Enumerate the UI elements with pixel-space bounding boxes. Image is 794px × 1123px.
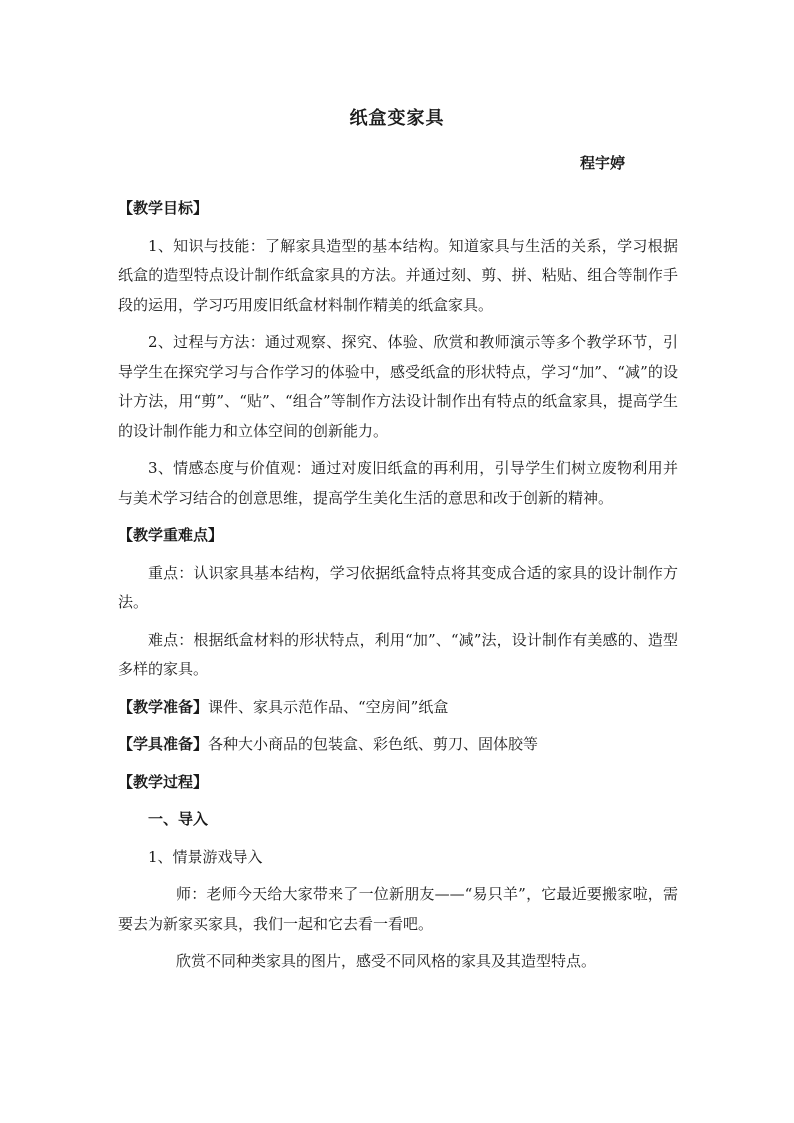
document-title: 纸盒变家具: [349, 108, 445, 129]
teacher-preparation: [118, 693, 678, 723]
document-body: [118, 194, 678, 985]
process-step-intro: 一、导入: [148, 810, 209, 828]
document-author: 程宇婷: [580, 154, 626, 172]
student-preparation: [118, 730, 678, 760]
student-preparation-label: 【学具准备】: [118, 735, 209, 753]
student-preparation-text: 各种大小商品的包装盒、彩色纸、剪刀、固体胶等: [208, 735, 539, 753]
focus-paragraph-key: 重点：认识家具基本结构，学习依据纸盒特点将其变成合适的家具的设计制作方法。: [118, 563, 678, 611]
process-paragraph-teacher: 师：老师今天给大家带来了一位新朋友——“易只羊”，它最近要搬家啦，需要去为新家买家具，我们一起和它去看一看吧。: [118, 885, 678, 933]
process-substep-game: 1、情景游戏导入: [148, 847, 263, 866]
goals-paragraph-3: 3、情感态度与价值观：通过对废旧纸盒的再利用，引导学生们树立废物利用并与美术学习结合的创意思维，提高学生美化生活的意思和改于创新的精神。: [118, 459, 678, 507]
goals-paragraph-1: 1、知识与技能：了解家具造型的基本结构。知道家具与生活的关系，学习根据纸盒的造型特点设计制作纸盒家具的方法。并通过刻、剪、拼、粘贴、组合等制作手段的运用，学习巧用废旧纸盒材料制作精美的纸盒家具。: [118, 236, 678, 314]
teacher-preparation-label: 【教学准备】: [118, 697, 209, 716]
focus-paragraph-difficulty: 难点：根据纸盒材料的形状特点，利用“加”、“减”法，设计制作有美感的、造型多样的家具。: [118, 630, 678, 678]
teacher-preparation-text: 课件、家具示范作品、“空房间”纸盒: [208, 697, 449, 716]
section-heading-process: 【教学过程】: [118, 772, 209, 791]
section-heading-goals: 【教学目标】: [118, 199, 209, 217]
goals-paragraph-2: 2、过程与方法：通过观察、探究、体验、欣赏和教师演示等多个教学环节，引导学生在探究学习与合作学习的体验中，感受纸盒的形状特点，学习“加”、“减”的设计方法，用“剪”、“贴”、“组合”等制作方法设计制作出有特点的纸盒家具，提高学生的设计制作能力和立体空间的创新能力。: [118, 333, 678, 440]
section-heading-focus: 【教学重难点】: [118, 526, 224, 544]
process-paragraph-appreciate: 欣赏不同种类家具的图片，感受不同风格的家具及其造型特点。: [176, 952, 597, 970]
